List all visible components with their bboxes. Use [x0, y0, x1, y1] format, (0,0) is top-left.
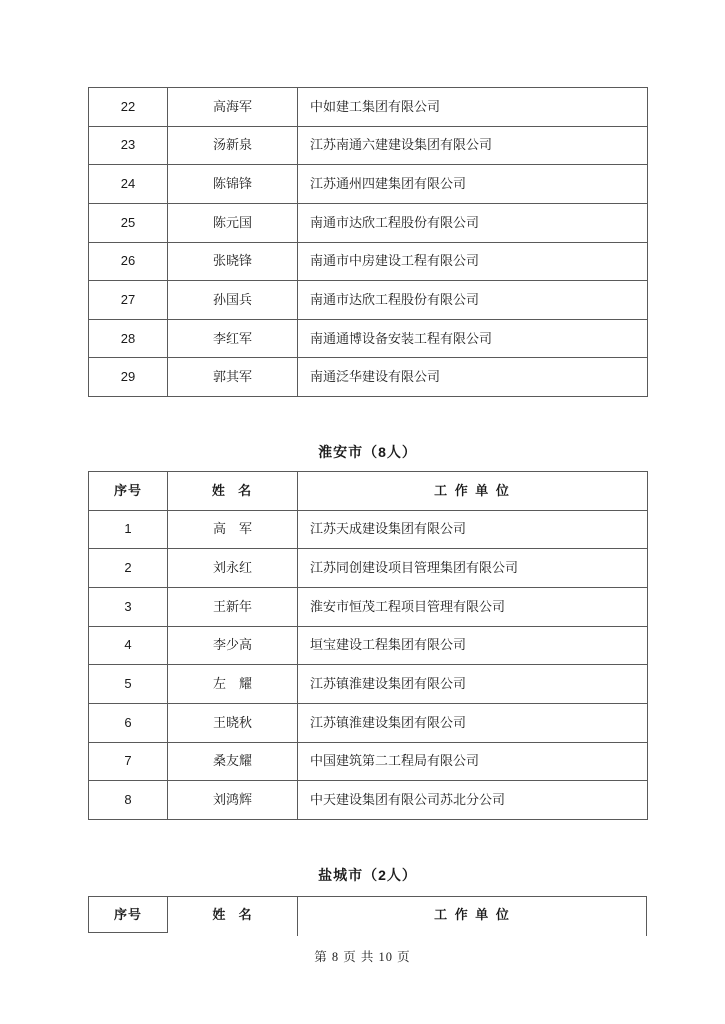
row-number: 2 [89, 549, 168, 588]
work-unit: 垣宝建设工程集团有限公司 [298, 626, 648, 665]
continuation-table [88, 87, 648, 397]
work-unit: 南通泛华建设有限公司 [298, 358, 648, 397]
work-unit: 南通通博设备安装工程有限公司 [298, 319, 648, 358]
row-number: 29 [89, 358, 168, 397]
person-name: 李少高 [168, 626, 298, 665]
work-unit: 江苏南通六建建设集团有限公司 [298, 126, 648, 165]
work-unit: 中国建筑第二工程局有限公司 [298, 742, 648, 781]
table-header-row [89, 472, 648, 511]
huaian-table [88, 471, 648, 820]
page-number: 第 8 页 共 10 页 [314, 950, 411, 964]
row-number: 4 [89, 626, 168, 665]
table-row [89, 781, 648, 820]
row-number: 3 [89, 587, 168, 626]
person-name: 张晓锋 [168, 242, 298, 281]
table-row [89, 358, 648, 397]
work-unit: 中天建设集团有限公司苏北分公司 [298, 781, 648, 820]
row-number: 1 [89, 510, 168, 549]
table-row [89, 665, 648, 704]
header-name: 姓 名 [212, 907, 254, 922]
person-name: 刘鸿辉 [168, 781, 298, 820]
work-unit: 中如建工集团有限公司 [298, 88, 648, 127]
table-row [89, 88, 648, 127]
work-unit: 南通市达欣工程股份有限公司 [298, 281, 648, 320]
person-name: 王新年 [168, 587, 298, 626]
column-divider [297, 896, 298, 936]
row-number: 24 [89, 165, 168, 204]
person-name: 刘永红 [168, 549, 298, 588]
row-number: 22 [89, 88, 168, 127]
table-row [89, 165, 648, 204]
person-name: 桑友耀 [168, 742, 298, 781]
section-title-huaian: 淮安市（8人） [318, 444, 417, 460]
person-name: 王晓秋 [168, 703, 298, 742]
header-no: 序号 [89, 472, 168, 511]
person-name: 孙国兵 [168, 281, 298, 320]
yancheng-table-header [88, 896, 647, 936]
row-number: 23 [89, 126, 168, 165]
person-name: 左 耀 [168, 665, 298, 704]
work-unit: 江苏天成建设集团有限公司 [298, 510, 648, 549]
work-unit: 江苏通州四建集团有限公司 [298, 165, 648, 204]
header-unit: 工 作 单 位 [434, 907, 511, 922]
header-name: 姓 名 [168, 472, 298, 511]
row-number: 8 [89, 781, 168, 820]
table-row [89, 126, 648, 165]
table-header-row [88, 896, 647, 933]
table-row [89, 510, 648, 549]
work-unit: 南通市中房建设工程有限公司 [298, 242, 648, 281]
row-number: 26 [89, 242, 168, 281]
table-row [89, 703, 648, 742]
work-unit: 淮安市恒茂工程项目管理有限公司 [298, 587, 648, 626]
work-unit: 江苏同创建设项目管理集团有限公司 [298, 549, 648, 588]
table-row [89, 242, 648, 281]
row-number: 27 [89, 281, 168, 320]
table-right-border [646, 896, 647, 936]
work-unit: 南通市达欣工程股份有限公司 [298, 203, 648, 242]
row-number: 28 [89, 319, 168, 358]
person-name: 陈元国 [168, 203, 298, 242]
header-no: 序号 [89, 897, 168, 933]
person-name: 汤新泉 [168, 126, 298, 165]
person-name: 郭其军 [168, 358, 298, 397]
table-row [89, 281, 648, 320]
header-unit: 工 作 单 位 [298, 472, 648, 511]
row-number: 6 [89, 703, 168, 742]
table-row [89, 742, 648, 781]
table-row [89, 319, 648, 358]
table-row [89, 203, 648, 242]
work-unit: 江苏镇淮建设集团有限公司 [298, 703, 648, 742]
person-name: 高 军 [168, 510, 298, 549]
row-number: 25 [89, 203, 168, 242]
row-number: 7 [89, 742, 168, 781]
person-name: 陈锦锋 [168, 165, 298, 204]
table-row [89, 549, 648, 588]
table-row [89, 587, 648, 626]
person-name: 高海军 [168, 88, 298, 127]
row-number: 5 [89, 665, 168, 704]
section-title-yancheng: 盐城市（2人） [318, 867, 417, 883]
table-row [89, 626, 648, 665]
person-name: 李红军 [168, 319, 298, 358]
work-unit: 江苏镇淮建设集团有限公司 [298, 665, 648, 704]
